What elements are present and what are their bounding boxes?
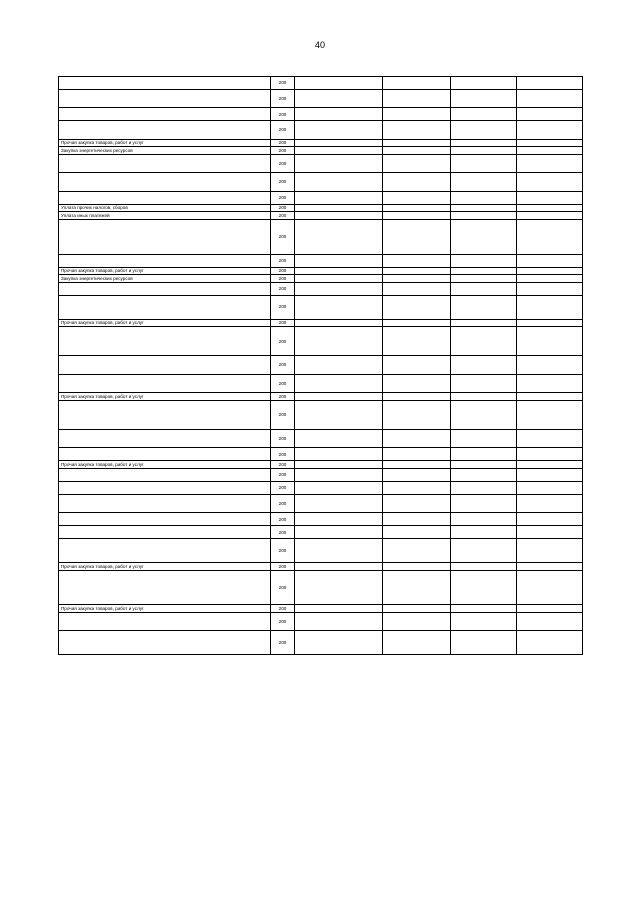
row-value-3 [517,139,583,147]
row-name [59,173,271,191]
row-value-3 [517,605,583,613]
table-row [59,191,583,204]
row-code: 200 [271,605,295,613]
table-row [59,139,583,147]
row-value-2 [451,612,517,630]
row-kbk [295,481,383,494]
row-value-1 [383,468,451,481]
row-code: 200 [271,212,295,220]
row-name: Прочая закупка товаров, работ и услуг [59,461,271,469]
row-kbk [295,468,383,481]
row-name [59,108,271,121]
row-value-3 [517,429,583,447]
row-code: 200 [271,319,295,327]
row-code: 200 [271,448,295,461]
row-kbk [295,147,383,155]
row-value-1 [383,282,451,295]
row-name [59,494,271,512]
table-row [59,90,583,108]
row-name: Закупка энергетических ресурсов [59,275,271,283]
table-row [59,605,583,613]
row-value-2 [451,173,517,191]
row-value-1 [383,400,451,429]
row-kbk [295,319,383,327]
row-value-2 [451,212,517,220]
row-name [59,539,271,563]
row-code: 200 [271,513,295,526]
row-value-3 [517,570,583,605]
row-value-2 [451,563,517,571]
row-value-3 [517,513,583,526]
row-code: 200 [271,393,295,401]
row-value-2 [451,147,517,155]
row-kbk [295,605,383,613]
budget-table [58,76,583,655]
row-value-3 [517,563,583,571]
table-row [59,400,583,429]
row-value-2 [451,121,517,139]
row-value-3 [517,374,583,392]
row-code: 200 [271,254,295,267]
row-value-1 [383,494,451,512]
table-row [59,468,583,481]
table-row [59,295,583,319]
row-value-1 [383,173,451,191]
row-name: Уплата прочих налогов, сборов [59,204,271,212]
table-row [59,275,583,283]
row-value-3 [517,147,583,155]
row-kbk [295,204,383,212]
row-value-1 [383,319,451,327]
row-name [59,327,271,356]
row-name [59,154,271,172]
row-value-2 [451,356,517,374]
row-value-1 [383,219,451,254]
row-code: 200 [271,282,295,295]
row-kbk [295,121,383,139]
row-kbk [295,77,383,90]
row-value-3 [517,494,583,512]
row-kbk [295,327,383,356]
row-value-3 [517,108,583,121]
row-value-1 [383,295,451,319]
row-value-3 [517,319,583,327]
row-name [59,219,271,254]
row-name: Прочая закупка товаров, работ и услуг [59,319,271,327]
table-row [59,319,583,327]
table-row [59,448,583,461]
row-value-2 [451,429,517,447]
row-code: 200 [271,219,295,254]
row-value-1 [383,448,451,461]
row-code: 200 [271,356,295,374]
table-row [59,494,583,512]
row-name: Прочая закупка товаров, работ и услуг [59,605,271,613]
row-kbk [295,108,383,121]
row-code: 200 [271,612,295,630]
row-value-2 [451,77,517,90]
row-name [59,513,271,526]
row-value-2 [451,319,517,327]
table-row [59,539,583,563]
row-value-3 [517,631,583,655]
row-value-1 [383,539,451,563]
row-value-2 [451,481,517,494]
row-name [59,282,271,295]
row-value-2 [451,393,517,401]
row-kbk [295,282,383,295]
row-kbk [295,539,383,563]
row-value-3 [517,295,583,319]
row-value-3 [517,539,583,563]
row-kbk [295,429,383,447]
table-row [59,563,583,571]
row-value-1 [383,212,451,220]
row-kbk [295,191,383,204]
row-value-3 [517,191,583,204]
row-kbk [295,219,383,254]
row-value-2 [451,461,517,469]
table-row [59,154,583,172]
table-row [59,108,583,121]
table-row [59,356,583,374]
row-value-1 [383,429,451,447]
row-value-3 [517,282,583,295]
row-value-2 [451,295,517,319]
row-kbk [295,295,383,319]
row-value-1 [383,139,451,147]
row-value-3 [517,212,583,220]
row-name [59,448,271,461]
row-name [59,254,271,267]
row-value-2 [451,448,517,461]
row-value-1 [383,121,451,139]
row-value-2 [451,400,517,429]
row-value-2 [451,108,517,121]
row-value-3 [517,154,583,172]
table-row [59,219,583,254]
row-kbk [295,154,383,172]
row-value-1 [383,631,451,655]
row-name: Прочая закупка товаров, работ и услуг [59,393,271,401]
row-value-3 [517,77,583,90]
table-row [59,374,583,392]
row-value-3 [517,121,583,139]
row-value-3 [517,275,583,283]
row-name [59,374,271,392]
row-value-3 [517,526,583,539]
table-row [59,204,583,212]
row-name: Прочая закупка товаров, работ и услуг [59,267,271,275]
table-row [59,267,583,275]
row-value-1 [383,513,451,526]
row-code: 200 [271,481,295,494]
row-value-2 [451,327,517,356]
table-row [59,212,583,220]
row-kbk [295,513,383,526]
row-value-2 [451,254,517,267]
row-name [59,400,271,429]
row-kbk [295,526,383,539]
row-value-1 [383,327,451,356]
row-code: 200 [271,173,295,191]
table-row [59,631,583,655]
row-value-3 [517,448,583,461]
row-value-2 [451,539,517,563]
row-name [59,481,271,494]
table-row [59,393,583,401]
row-name [59,191,271,204]
row-code: 200 [271,526,295,539]
table-row [59,282,583,295]
row-kbk [295,393,383,401]
row-name [59,468,271,481]
row-value-1 [383,147,451,155]
row-name [59,295,271,319]
row-value-1 [383,267,451,275]
row-value-1 [383,461,451,469]
row-name: Прочая закупка товаров, работ и услуг [59,563,271,571]
row-name [59,121,271,139]
table-row [59,147,583,155]
row-value-3 [517,267,583,275]
row-value-2 [451,468,517,481]
row-value-1 [383,605,451,613]
row-value-3 [517,461,583,469]
row-value-1 [383,108,451,121]
row-name [59,570,271,605]
row-name [59,429,271,447]
row-name: Прочая закупка товаров, работ и услуг [59,139,271,147]
row-name [59,612,271,630]
row-value-2 [451,204,517,212]
row-code: 200 [271,494,295,512]
row-code: 200 [271,147,295,155]
row-code: 200 [271,570,295,605]
row-code: 200 [271,563,295,571]
row-code: 200 [271,267,295,275]
row-value-1 [383,77,451,90]
row-value-3 [517,204,583,212]
budget-table-body [59,77,583,655]
row-kbk [295,374,383,392]
table-row [59,327,583,356]
row-code: 200 [271,631,295,655]
row-value-3 [517,327,583,356]
row-value-3 [517,468,583,481]
table-row [59,612,583,630]
row-kbk [295,356,383,374]
table-row [59,77,583,90]
row-kbk [295,570,383,605]
row-value-1 [383,275,451,283]
row-kbk [295,139,383,147]
row-value-1 [383,563,451,571]
row-value-2 [451,275,517,283]
table-row [59,121,583,139]
row-kbk [295,494,383,512]
row-name [59,77,271,90]
row-value-2 [451,526,517,539]
row-code: 200 [271,275,295,283]
row-code: 200 [271,90,295,108]
row-name: Закупка энергетических ресурсов [59,147,271,155]
row-value-1 [383,154,451,172]
row-code: 200 [271,121,295,139]
row-value-2 [451,139,517,147]
table-row [59,429,583,447]
row-kbk [295,400,383,429]
row-value-2 [451,494,517,512]
row-value-2 [451,219,517,254]
row-value-1 [383,90,451,108]
row-name [59,631,271,655]
row-value-1 [383,393,451,401]
row-code: 200 [271,191,295,204]
row-value-2 [451,513,517,526]
row-code: 200 [271,429,295,447]
row-code: 200 [271,468,295,481]
row-value-1 [383,612,451,630]
row-code: 200 [271,139,295,147]
row-code: 200 [271,77,295,90]
row-code: 200 [271,374,295,392]
row-kbk [295,448,383,461]
row-value-3 [517,400,583,429]
row-value-3 [517,254,583,267]
row-value-1 [383,204,451,212]
row-value-2 [451,631,517,655]
row-value-3 [517,356,583,374]
row-value-2 [451,191,517,204]
table-row [59,254,583,267]
row-code: 200 [271,154,295,172]
row-value-1 [383,526,451,539]
table-row [59,526,583,539]
row-value-1 [383,570,451,605]
row-value-3 [517,481,583,494]
row-name [59,90,271,108]
table-row [59,481,583,494]
row-kbk [295,461,383,469]
row-code: 200 [271,108,295,121]
table-row [59,173,583,191]
row-value-1 [383,254,451,267]
row-code: 200 [271,327,295,356]
row-value-1 [383,191,451,204]
row-kbk [295,173,383,191]
row-value-2 [451,267,517,275]
row-kbk [295,631,383,655]
row-value-2 [451,154,517,172]
row-value-2 [451,282,517,295]
row-value-3 [517,90,583,108]
row-code: 200 [271,461,295,469]
row-kbk [295,254,383,267]
row-code: 200 [271,400,295,429]
row-value-2 [451,90,517,108]
row-name [59,526,271,539]
row-value-2 [451,605,517,613]
row-value-1 [383,481,451,494]
row-kbk [295,275,383,283]
row-kbk [295,212,383,220]
row-value-3 [517,393,583,401]
row-value-2 [451,374,517,392]
row-code: 200 [271,539,295,563]
row-value-1 [383,356,451,374]
row-name [59,356,271,374]
row-name: Уплата иных платежей [59,212,271,220]
row-code: 200 [271,295,295,319]
row-code: 200 [271,204,295,212]
row-value-2 [451,570,517,605]
row-value-3 [517,219,583,254]
row-kbk [295,563,383,571]
row-value-3 [517,612,583,630]
row-value-1 [383,374,451,392]
row-kbk [295,90,383,108]
row-kbk [295,267,383,275]
table-row [59,513,583,526]
row-kbk [295,612,383,630]
table-row [59,570,583,605]
table-row [59,461,583,469]
row-value-3 [517,173,583,191]
page-number: 40 [314,40,325,50]
